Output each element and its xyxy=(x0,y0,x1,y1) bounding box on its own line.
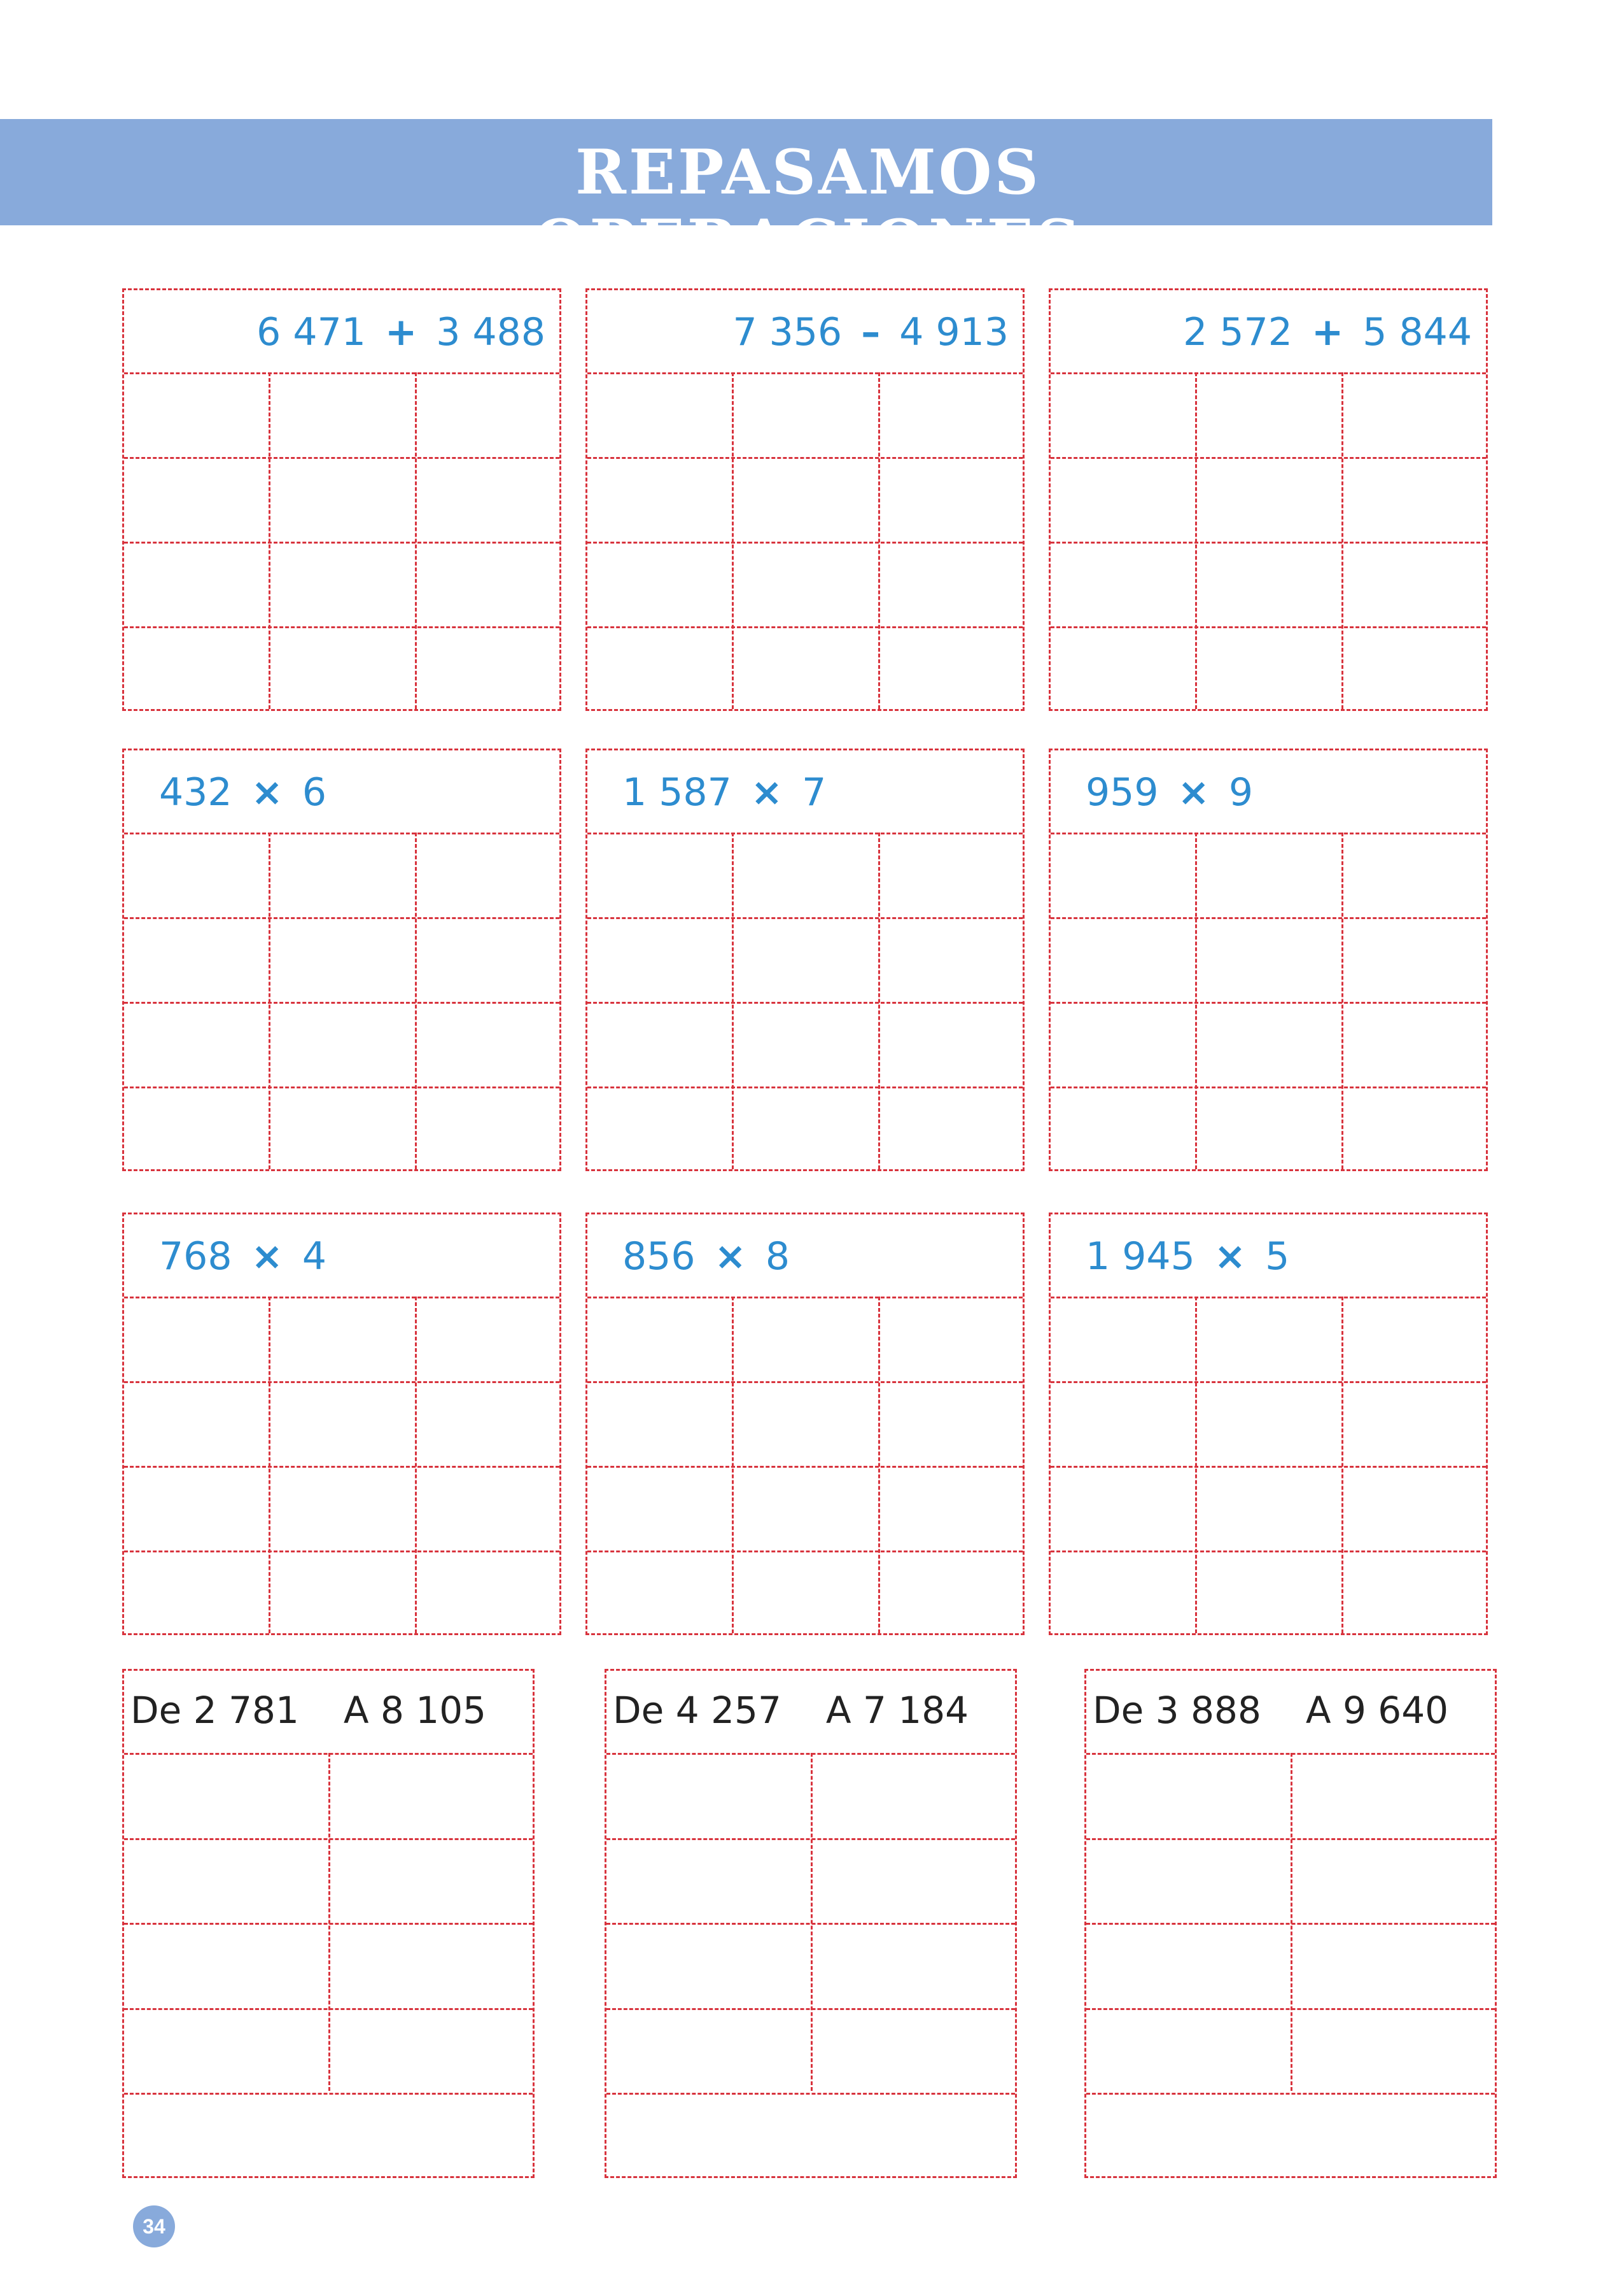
range-to-label: A xyxy=(825,1689,851,1732)
grid-line xyxy=(587,1550,1023,1552)
operand-b: 9 xyxy=(1228,770,1253,815)
range-from-label: De xyxy=(130,1689,182,1732)
operand-a: 1 587 xyxy=(622,770,732,815)
operator-symbol: × xyxy=(1177,770,1210,815)
grid-line xyxy=(732,372,734,709)
grid-line xyxy=(587,457,1023,459)
grid-line xyxy=(587,542,1023,544)
operand-b: 3 488 xyxy=(436,310,545,355)
operation-box xyxy=(585,288,1025,711)
grid-line xyxy=(124,1466,559,1468)
grid-line xyxy=(415,833,417,1169)
operator-symbol: × xyxy=(714,1234,746,1279)
grid-line xyxy=(124,1297,559,1298)
grid-line xyxy=(124,457,559,459)
grid-line xyxy=(1051,1002,1486,1004)
grid-line xyxy=(1051,1297,1486,1298)
operation-label xyxy=(1086,1226,1289,1287)
grid-line xyxy=(1051,1466,1486,1468)
operand-a: 7 356 xyxy=(732,310,843,355)
grid-line xyxy=(124,917,559,919)
grid-line xyxy=(124,372,559,374)
grid-line xyxy=(878,372,880,709)
grid-line xyxy=(1051,833,1486,834)
grid-line xyxy=(1051,542,1486,544)
grid-line xyxy=(1195,1297,1197,1633)
grid-line xyxy=(415,372,417,709)
operand-a: 768 xyxy=(159,1234,232,1279)
grid-line xyxy=(732,833,734,1169)
operator-symbol: – xyxy=(861,310,881,355)
operator-symbol: + xyxy=(384,310,417,355)
grid-line xyxy=(1341,372,1343,709)
range-to-label: A xyxy=(343,1689,369,1732)
grid-line xyxy=(587,1381,1023,1383)
range-from-label: De xyxy=(613,1689,664,1732)
operation-label xyxy=(1086,762,1253,823)
grid-line xyxy=(1341,1297,1343,1633)
grid-line xyxy=(1195,372,1197,709)
grid-line xyxy=(1051,457,1486,459)
grid-line xyxy=(1051,1381,1486,1383)
range-label xyxy=(130,1680,486,1741)
range-to-label: A xyxy=(1305,1689,1331,1732)
range-box xyxy=(1084,1669,1497,2178)
operation-box xyxy=(1049,288,1488,711)
page-title: REPASAMOS OPERACIONES xyxy=(533,136,1083,278)
grid-line xyxy=(587,626,1023,628)
grid-line xyxy=(124,1002,559,1004)
grid-line xyxy=(124,1550,559,1552)
grid-line xyxy=(124,1381,559,1383)
grid-line xyxy=(606,2093,1015,2095)
operation-label xyxy=(159,1226,326,1287)
grid-line xyxy=(1051,626,1486,628)
operand-b: 8 xyxy=(765,1234,790,1279)
grid-line xyxy=(732,1297,734,1633)
range-to-value: 7 184 xyxy=(862,1689,969,1732)
operator-symbol: × xyxy=(1214,1234,1247,1279)
operand-a: 6 471 xyxy=(256,310,366,355)
operand-a: 432 xyxy=(159,770,232,815)
operation-label xyxy=(622,762,826,823)
operation-box xyxy=(585,1213,1025,1635)
range-to-value: 9 640 xyxy=(1342,1689,1449,1732)
operation-box xyxy=(122,288,561,711)
operation-label xyxy=(622,1226,790,1287)
operand-a: 959 xyxy=(1086,770,1159,815)
grid-line xyxy=(1086,2093,1495,2095)
grid-line xyxy=(124,542,559,544)
operand-a: 856 xyxy=(622,1234,696,1279)
operation-label xyxy=(159,762,326,823)
operand-a: 2 572 xyxy=(1183,310,1292,355)
grid-line xyxy=(269,833,270,1169)
range-from-value: 2 781 xyxy=(193,1689,299,1732)
operator-symbol: × xyxy=(251,1234,283,1279)
operator-symbol: × xyxy=(750,770,783,815)
grid-line xyxy=(269,1297,270,1633)
range-box xyxy=(122,1669,535,2178)
grid-line xyxy=(1051,917,1486,919)
operand-a: 1 945 xyxy=(1086,1234,1195,1279)
grid-line xyxy=(587,917,1023,919)
operation-box xyxy=(585,749,1025,1171)
grid-line xyxy=(415,1297,417,1633)
operation-box xyxy=(122,1213,561,1635)
operator-symbol: × xyxy=(251,770,283,815)
grid-line xyxy=(124,626,559,628)
operand-b: 6 xyxy=(302,770,326,815)
range-from-label: De xyxy=(1093,1689,1144,1732)
grid-line xyxy=(587,1297,1023,1298)
grid-line xyxy=(1051,1550,1486,1552)
grid-line xyxy=(587,372,1023,374)
grid-line xyxy=(1051,1086,1486,1088)
grid-line xyxy=(587,1086,1023,1088)
operand-b: 4 913 xyxy=(899,310,1009,355)
operation-label xyxy=(256,302,545,363)
range-to-value: 8 105 xyxy=(380,1689,487,1732)
grid-line xyxy=(811,1753,813,2091)
page-number-badge: 34 xyxy=(133,2205,175,2247)
grid-line xyxy=(587,1002,1023,1004)
range-label xyxy=(1093,1680,1448,1741)
range-label xyxy=(613,1680,969,1741)
grid-line xyxy=(587,833,1023,834)
grid-line xyxy=(1341,833,1343,1169)
operation-box xyxy=(1049,749,1488,1171)
grid-line xyxy=(1051,372,1486,374)
grid-line xyxy=(1291,1753,1292,2091)
grid-line xyxy=(878,1297,880,1633)
operand-b: 5 xyxy=(1265,1234,1290,1279)
operation-box xyxy=(122,749,561,1171)
grid-line xyxy=(1195,833,1197,1169)
grid-line xyxy=(124,2093,533,2095)
operand-b: 4 xyxy=(302,1234,326,1279)
operation-label xyxy=(732,302,1009,363)
range-box xyxy=(605,1669,1017,2178)
operator-symbol: + xyxy=(1311,310,1344,355)
operation-label xyxy=(1183,302,1472,363)
grid-line xyxy=(328,1753,330,2091)
operand-b: 7 xyxy=(802,770,827,815)
grid-line xyxy=(587,1466,1023,1468)
grid-line xyxy=(124,833,559,834)
grid-line xyxy=(124,1086,559,1088)
grid-line xyxy=(269,372,270,709)
grid-line xyxy=(878,833,880,1169)
range-from-value: 4 257 xyxy=(675,1689,781,1732)
operation-box xyxy=(1049,1213,1488,1635)
range-from-value: 3 888 xyxy=(1155,1689,1261,1732)
operand-b: 5 844 xyxy=(1362,310,1472,355)
